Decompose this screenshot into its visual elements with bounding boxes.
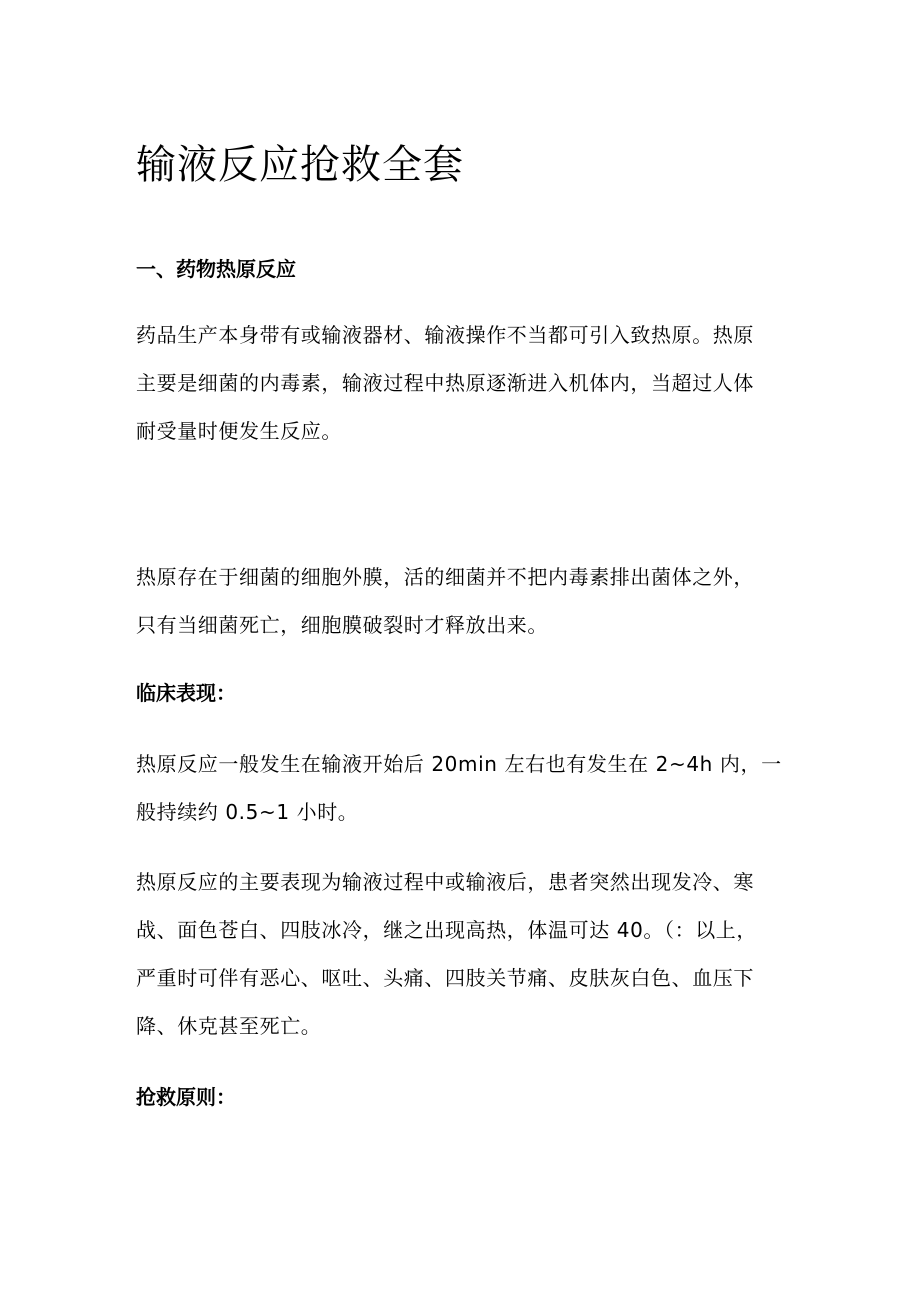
paragraph-line: 耐受量时便发生反应。 — [136, 419, 342, 443]
paragraph-onset-timing — [136, 740, 788, 836]
paragraph-line: 热原反应一般发生在输液开始后 20min 左右也有发生在 2~4h 内，一 — [136, 752, 782, 776]
paragraph-line: 严重时可伴有恶心、呕吐、头痛、四肢关节痛、皮肤灰白色、血压下 — [136, 966, 754, 990]
paragraph-line: 降、休克甚至死亡。 — [136, 1014, 322, 1038]
paragraph-line: 主要是细菌的内毒素，输液过程中热原逐渐进入机体内，当超过人体 — [136, 371, 754, 395]
paragraph-line: 般持续约 0.5~1 小时。 — [136, 800, 359, 824]
document-title: 输液反应抢救全套 — [136, 142, 464, 188]
section-heading-pyrogen-reaction: 一、药物热原反应 — [136, 257, 296, 281]
paragraph-line: 只有当细菌死亡，细胞膜破裂时才释放出来。 — [136, 613, 548, 637]
paragraph-pyrogen-source — [136, 311, 788, 455]
paragraph-pyrogen-location — [136, 553, 788, 649]
paragraph-line: 战、面色苍白、四肢冰冷，继之出现高热，体温可达 40。（：以上， — [136, 918, 758, 942]
paragraph-main-symptoms — [136, 858, 788, 1050]
rescue-principle-heading: 抢救原则： — [136, 1085, 236, 1109]
clinical-manifestation-heading: 临床表现： — [136, 681, 236, 705]
paragraph-line: 热原存在于细菌的细胞外膜，活的细菌并不把内毒素排出菌体之外， — [136, 565, 754, 589]
paragraph-line: 药品生产本身带有或输液器材、输液操作不当都可引入致热原。热原 — [136, 323, 754, 347]
paragraph-line: 热原反应的主要表现为输液过程中或输液后，患者突然出现发冷、寒 — [136, 870, 754, 894]
